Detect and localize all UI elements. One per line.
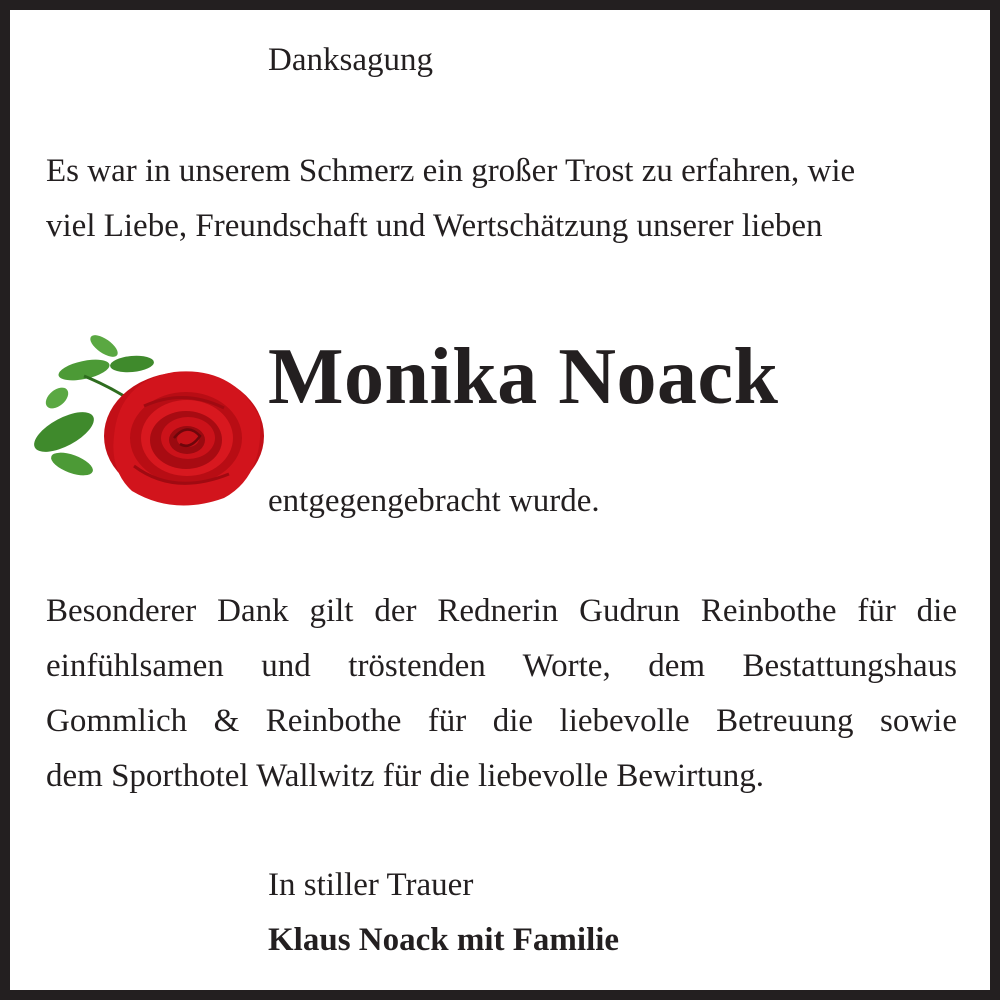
- intro-line-2: viel Liebe, Freundschaft und Wertschätzung unserer lieben: [46, 208, 823, 244]
- mourning-phrase: In stiller Trauer: [268, 867, 474, 903]
- red-rose-icon: [24, 326, 264, 510]
- notice-heading: Danksagung: [268, 42, 433, 78]
- intro-ending: entgegengebracht wurde.: [268, 483, 600, 519]
- deceased-name: Monika Noack: [268, 333, 779, 421]
- thanks-line-4: dem Sporthotel Wallwitz für die liebevolle Bewirtung.: [46, 758, 764, 794]
- intro-line-1: Es war in unserem Schmerz ein großer Trost zu erfahren, wie: [46, 153, 856, 189]
- thanks-line-3: Gommlich & Reinbothe für die liebevolle Betreuung sowie: [46, 703, 957, 739]
- thanks-line-2: einfühlsamen und tröstenden Worte, dem Bestattungshaus: [46, 648, 957, 684]
- thanks-line-1: Besonderer Dank gilt der Rednerin Gudrun Reinbothe für die: [46, 593, 957, 629]
- signer-name: Klaus Noack mit Familie: [268, 922, 620, 958]
